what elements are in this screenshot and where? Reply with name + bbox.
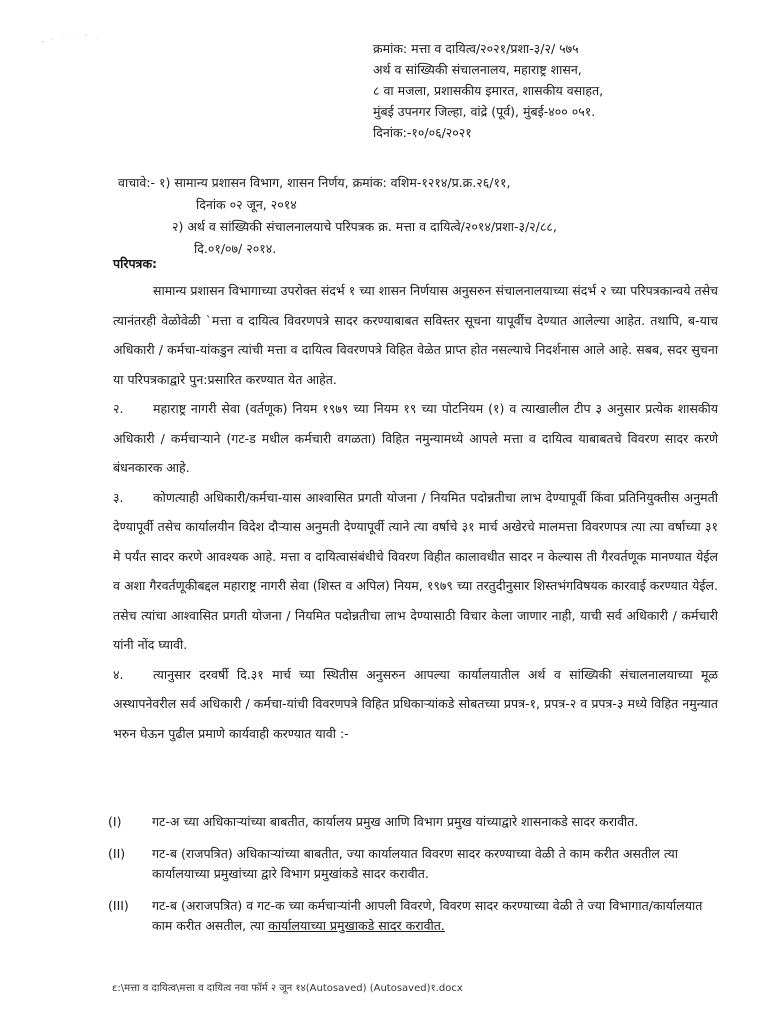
list-item xyxy=(108,812,718,832)
office-name: अर्थ व सांख्यिकी संचालनालय, महाराष्ट्र शासन, xyxy=(373,62,582,77)
office-address-line2: मुंबई उपनगर जिल्हा, वांद्रे (पूर्व), मुंबई-४०० ०५१. xyxy=(373,104,596,119)
list-item-number: (III) xyxy=(108,898,129,913)
list-item-text xyxy=(152,896,718,936)
file-path-footer: ε:\मत्ता व दायित्व\मत्ता व दायित्व नवा फॉर्म २ जून १४(Autosaved) (Autosaved)१.docx xyxy=(112,983,463,994)
paragraph-3 xyxy=(113,483,718,660)
reference-2-date: दि.०१/०७/ २०१४. xyxy=(194,241,277,256)
circular-body xyxy=(113,276,718,748)
list-item xyxy=(108,896,718,936)
paragraph-1: सामान्य प्रशासन विभागाच्या उपरोक्त संदर्भ १ च्या शासन निर्णयास अनुसरुन संचालनालयाच्या संदर्भ २ च्या परिपत्रकान्वये तसेच त्यानंतरही वेळोवेळी `मत्ता व दायित्व विवरणपत्रे सादर करण्याबाबत सविस्तर सूचना यापूर्वीच देण्यात आलेल्या आहेत. तथापि, ब-याच अधिकारी / कर्मचा-यांकडुन त्यांची मत्ता व दायित्व विवरणपत्रे विहित वेळेत प्राप्त होत नसल्याचे निदर्शनास आले आहे. सबब, सदर सुचना या परिपत्रकाद्वारे पुन:प्रसारित करण्यात येत आहेत. xyxy=(113,283,718,387)
list-item xyxy=(108,844,718,884)
list-item-text: गट-ब (राजपत्रित) अधिकाऱ्यांच्या बाबतीत, ज्या कार्यालयात विवरण सादर करण्याच्या वेळी ते काम करीत असतील त्या कार्यालयाच्या प्रमुखांच्या द्वारे विभाग प्रमुखांकडे सादर करावीत. xyxy=(152,846,678,881)
list-item-number: (II) xyxy=(108,846,126,861)
circular-heading: परिपत्रक: xyxy=(113,256,158,271)
reference-1-date: दिनांक ०२ जून, २०१४ xyxy=(196,197,297,212)
reference-1: वाचावे:- १) सामान्य प्रशासन विभाग, शासन निर्णय, क्रमांक: वशिम-१२१४/प्र.क्र.२६/११, xyxy=(118,175,511,190)
paragraph-2-text: महाराष्ट्र नागरी सेवा (वर्तणूक) नियम १९७९ च्या नियम १९ च्या पोटनियम (१) व त्याखालील टीप ३ अनुसार प्रत्येक शासकीय अधिकारी / कर्मचाऱ्याने (गट-ड मधील कर्मचारी वगळता) विहित नमुन्यामध्ये आपले मत्ता व दायित्व याबाबतचे विवरण सादर करणे बंधनकारक आहे. xyxy=(113,401,718,475)
paragraph-4 xyxy=(113,660,718,749)
reference-number: क्रमांक: मत्ता व दायित्व/२०२१/प्रशा-३/२/ ५७५ xyxy=(373,41,579,56)
list-item-text-plain: गट-ब (अराजपत्रित) व गट-क च्या कर्मचाऱ्यांनी आपली विवरणे, विवरण सादर करण्याच्या वेळी ते ज्या विभागात/कार्यालयात काम करीत असतील, त्या xyxy=(152,898,703,933)
list-item-number: (I) xyxy=(108,814,122,829)
list-item-text-underlined: कार्यालयाच्या प्रमुखाकडे सादर करावीत. xyxy=(268,918,445,933)
scan-noise-mark xyxy=(38,30,108,50)
list-item-text: गट-अ च्या अधिकाऱ्यांच्या बाबतीत, कार्यालय प्रमुख आणि विभाग प्रमुख यांच्याद्वारे शासनाकडे सादर करावीत. xyxy=(152,814,639,829)
paragraph-4-text: त्यानुसार दरवर्षी दि.३१ मार्च च्या स्थितीस अनुसरुन आपल्या कार्यालयातील अर्थ व सांख्यिकी संचालनालयाच्या मूळ अस्थापनेवरील सर्व अधिकारी / कर्मचा-यांची विवरणपत्रे विहित प्रधिकाऱ्यांकडे सोबतच्या प्रपत्र-१, प्रपत्र-२ व प्रपत्र-३ मध्ये विहित नमुन्यात भरुन घेऊन पुढील प्रमाणे कार्यवाही करण्यात यावी :- xyxy=(113,666,718,741)
paragraph-2 xyxy=(113,394,718,483)
references-block xyxy=(118,172,758,260)
reference-2: २) अर्थ व सांख्यिकी संचालनालयाचे परिपत्रक क्र. मत्ता व दायित्वे/२०१४/प्रशा-३/२/८८, xyxy=(172,219,557,234)
procedure-list xyxy=(108,812,718,948)
letter-header xyxy=(373,38,753,143)
paragraph-3-text: कोणत्याही अधिकारी/कर्मचा-यास आश्वासित प्रगती योजना / नियमित पदोन्नतीचा लाभ देण्यापूर्वी किंवा प्रतिनियुक्तीस अनुमती देण्यापूर्वी तसेच कार्यालयीन विदेश दौऱ्यास अनुमती देण्यापूर्वी त्याने त्या वर्षाचे ३१ मार्च अखेरचे मालमत्ता विवरणपत्र त्या त्या वर्षाच्या ३१ मे पर्यंत सादर करणे आवश्यक आहे. मत्ता व दायित्वासंबंधीचे विवरण विहीत कालावधीत सादर न केल्यास ती गैरवर्तणूक मानण्यात येईल व अशा गैरवर्तणूकीबद्दल महाराष्ट्र नागरी सेवा (शिस्त व अपिल) नियम, १९७९ च्या तरतुदीनुसार शिस्तभंगविषयक कारवाई करण्यात येईल. तसेच त्यांचा आश्वासित प्रगती योजना / नियमित पदोन्नतीचा लाभ देण्यासाठी विचार केला जाणार नाही, याची सर्व अधिकारी / कर्मचारी यांनी नोंद घ्यावी. xyxy=(113,489,718,652)
paragraph-3-number: ३. xyxy=(113,489,124,505)
office-address-line1: ८ वा मजला, प्रशासकीय इमारत, शासकीय वसाहत, xyxy=(373,83,604,98)
paragraph-4-number: ४. xyxy=(113,666,124,682)
paragraph-2-number: २. xyxy=(113,401,124,416)
letter-date: दिनांक:-१०/०६/२०२१ xyxy=(373,125,472,140)
